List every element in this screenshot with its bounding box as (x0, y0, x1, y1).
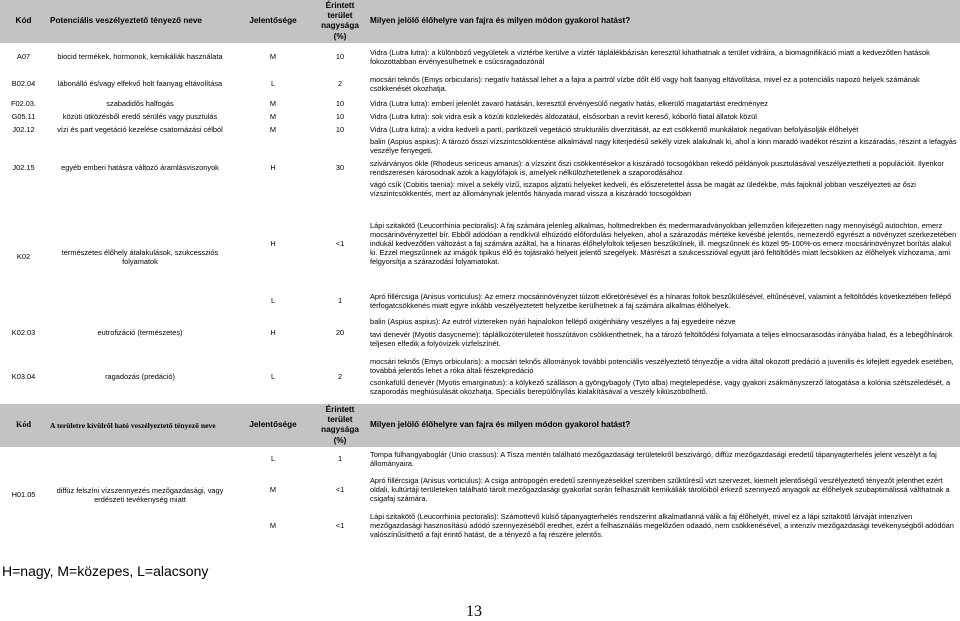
species-impact-text: tavi denevér (Myotis dasycneme): táplálkozóterületeit hosszútávon csökkenthetnek, ha a tározó feltöltődési folyamata a teljes elmocsarasodás irányába halad, és a lebegőhínárok teljesen elfedik a folyóvizek vízfelszínét. (370, 329, 953, 348)
row-description: Vidra (Lutra lutra): a vidra kedveli a partí, partközeli vegetáció strukturális diverzitását, az ezt csökkentő munkálatok negatívan befolyásolják élőhelyét (370, 124, 859, 134)
row-importance: L (270, 79, 276, 89)
row-area: 20 (335, 328, 345, 338)
species-impact-text: balin (Aspius aspius): A tározó ősszi vízszintcsökkentése alkalmával nagy kiterjedésű sekély vizek alakulnak ki, ahol a kinn maradó ivadékot részint a kiszáradás, részint a lefagyás veszélye fenyegeti. (370, 137, 957, 156)
species-impact-text: szivárványos ökle (Rhodeus sericeus amarus): a vízszint őszi csökkentésekor a kiszáradó tocsogókban rekedő példányok pusztulásával veszélyeztetheti a populációit. Ilyenkor rendszeresen károsodnak azok a kagylófajok is, amelyek nélkülözhetetlenek a szaporodásához (370, 158, 944, 177)
row-description: Tompa fülhangyaboglár (Unio crassus): A Tisza mentén található mezőgazdasági területekről beszivárgó, diffúz mezőgazdasági eredetű tápanyagterhelés jelent veszélyt a faj állományaira. (370, 449, 937, 468)
row-code: J02.15 (12, 163, 35, 173)
row-code: H01.05 (11, 490, 36, 500)
row-importance: M (269, 485, 277, 495)
threats-table-external (0, 404, 960, 543)
row-code: K02 (16, 252, 31, 262)
row-importance: M (269, 98, 277, 108)
row-area: 10 (335, 124, 345, 134)
species-impact-text: balin (Aspius aspius): Az eutróf víztereken nyári hajnalokon fellépő oxigénhiány veszélyes a faj egyedeire nézve (370, 317, 736, 327)
row-code: F02.03. (10, 98, 37, 108)
table-row (0, 123, 960, 136)
row-factor: diffúz felszíni vízszennyezés mezőgazdasági, vagy erdészeti tevékenység miatt (56, 485, 224, 504)
header-code: Kód (0, 404, 47, 447)
row-importance: H (270, 328, 276, 338)
row-area: 10 (335, 98, 345, 108)
table-row (0, 200, 960, 288)
header-area: Érintett terület nagysága (%) (313, 0, 367, 43)
row-factor: szabadidős halfogás (106, 98, 174, 108)
row-description: Vidra (Lutra lutra): a különböző vegyületek a víztérbe kerülve a víztér táplálékbázisán keresztül kihathatnak a terület vidráira, a biomagnifikáció miatt a kedvezőtlen hatások fokozottabban érvényesülhetnek e csúcsragadozónál (370, 47, 930, 66)
row-description: mocsári teknős (Emys orbicularis): negatív hatással lehet a a fajra a partról vízbe dőlt élő vagy holt faanyag eltávolítása, mivel ez a potenciális napozó helyek számának csökkenését okozhatja. (370, 74, 920, 93)
row-area: 10 (335, 111, 345, 121)
header-habitat: Milyen jelölő élőhelyre van fajra és milyen módon gyakorol hatást? (367, 404, 960, 447)
row-area: 30 (335, 163, 345, 173)
table-row (0, 136, 960, 200)
row-importance: H (270, 239, 276, 249)
row-area: <1 (335, 485, 345, 495)
table-row (0, 110, 960, 123)
row-factor: biocid termékek, hormonok, kemikáliák használata (57, 52, 223, 62)
row-area: 10 (335, 52, 345, 62)
row-area: 2 (337, 79, 343, 89)
row-factor: lábonálló és/vagy elfekvő holt faanyag eltávolítása (57, 79, 223, 89)
row-importance: M (269, 521, 277, 531)
row-factor: egyéb emberi hatásra változó áramlásviszonyok (61, 163, 219, 173)
row-factor: eutrofizáció (természetes) (97, 328, 183, 338)
row-importance: L (270, 296, 276, 306)
row-code: K02.03 (11, 328, 36, 338)
importance-legend: H=nagy, M=közepes, L=alacsony (2, 563, 209, 579)
row-area: <1 (335, 521, 345, 531)
row-importance: M (269, 124, 277, 134)
table-row (0, 314, 960, 352)
header-code: Kód (0, 0, 47, 43)
species-impact-text: csonkafülű denevér (Myotis emarginatus): a kölykező szálláson a gyöngybagoly (Tyto alba) megtelepedése, vagy gyakori zsákmányszerző látogatása a kolónia szétszéledését, a szaporodás meghiúsulását okozhatja. Speciális berepülőnyílás kialakításával a veszély kiküszöbölhető. (370, 378, 951, 397)
row-importance: M (269, 111, 277, 121)
header-importance: Jelentősége (233, 404, 313, 447)
row-factor: közúti ütközésből eredő sérülés vagy pusztulás (62, 111, 218, 121)
table-header-row (0, 0, 960, 43)
row-description: Vidra (Lutra lutra): emberi jelenlét zavaró hatásán, keresztül érvényesülő negatív hatás, elkerülő magatartást eredményez (370, 98, 768, 108)
row-description: Apró fillércsiga (Anisus vorticulus): Az emerz mocsárinövényzet túlzott előretörésével és a hínaras foltok beszűkülésével, eltűnésével, valamint a feltöltődés következtében fellépő térfogatcsökkenés miatt egyre inkább veszélyeztetett helyzetbe kerülhetnek a faj számára alkalmas élőhelyek. (370, 291, 952, 310)
table-row (0, 352, 960, 402)
row-description (367, 352, 960, 402)
header-factor: A területre kívülről ható veszélyeztető tényező neve (47, 404, 233, 447)
table-header-row (0, 404, 960, 447)
table-row (0, 71, 960, 97)
row-description: Apró fillércsiga (Anisus vorticulus): A csiga antropogén eredetű szennyezésekkel szemben szűktűrésű vizt szervezet, kiemelt jelentőségű veszélyeztető tényezőt jelenthet ezért oldali, kultúrtáji területeken található tárolt mezőgazdasági gyakorlat során felhasznált kemikáliák tárolóiból érkező szennyező anyagok az élőhelyek szubaptimálissá válthatnak a csigafaj számára. (370, 475, 950, 504)
row-factor: vízi és part vegetáció kezelése csatornázási célból (57, 124, 223, 134)
header-factor: Potenciális veszélyeztető tényező neve (47, 0, 233, 43)
row-code: K03.04 (11, 372, 36, 382)
row-area: 2 (337, 372, 343, 382)
row-description: Vidra (Lutra lutra): sok vidra esik a közúti közlekedés áldozatául, elsősorban a revírt kereső, kóborló fiatal állatok közül (370, 111, 757, 121)
page-number: 13 (466, 603, 482, 620)
header-area: Érintett terület nagysága (%) (313, 404, 367, 447)
row-factor: ragadozás (predáció) (105, 372, 175, 382)
row-area: 1 (337, 296, 343, 306)
row-code: B02.04 (11, 79, 36, 89)
row-description: Lápi szitakötő (Leucorrhinia pectoralis): Számottevő külső tápanyagterhelés rendszerint alkalmatlanná válik a faj élőhelyét, mivel ez a lápi szitakötő lárváját intenzíven mezőgazdasági hasznosítású adódó szennyezéséből eredhet, ezért a felhasználás megelőzően odaadó, nem csökkenésével, a intenzív mezőgazdasági tevékenységből adódóan valószínűsíthető a fajt érintő hatást, de a tényező a faj részére jelentős. (370, 511, 954, 540)
table-row (0, 97, 960, 110)
header-importance: Jelentősége (233, 0, 313, 43)
species-impact-text: vágó csík (Cobitis taenia): mivel a sekély vízű, iszapos aljzatú helyeket kedveli, és előszeretettel ássa be magát az üledékbe, más fajoknál jobban veszélyezteti az őszi vízszintcsökkentés, mert az állománynak jelentős hányada marad vissza a kiszáradó tocsogókban (370, 179, 916, 199)
row-code: J02.12 (12, 124, 35, 134)
row-code: A07 (16, 52, 31, 62)
row-description (367, 314, 960, 352)
row-area: <1 (335, 239, 345, 249)
species-impact-text: mocsári teknős (Emys orbicularis): a mocsári teknős állományok további potenciális veszélyeztető tényezője a vidra által okozott predáció a juvenilis és kifejlett egyedek esetében, továbbá jelentős lehet a róka általi fészekpredáció (370, 356, 954, 376)
row-importance: L (270, 372, 276, 382)
row-importance: M (269, 52, 277, 62)
row-area: 1 (337, 454, 343, 464)
header-habitat: Milyen jelölő élőhelyre van fajra és milyen módon gyakorol hatást? (367, 0, 960, 43)
table-row (0, 447, 960, 471)
row-description (367, 136, 960, 200)
row-importance: H (270, 163, 276, 173)
row-importance: L (270, 454, 276, 464)
row-factor: természetes élőhely átalakulások, szukcessziós folyamatok (61, 247, 219, 266)
row-code: G05.11 (11, 111, 36, 121)
table-row (0, 43, 960, 71)
row-description: Lápi szitakötő (Leucorrhinia pectoralis): A faj számára jelenleg alkalmas, holtmedrekben és medermaradványokban jellemzően kifejezetten nagy mennyiségű autochton, emerz mocsárinövényzettel bír. Ebből adódóan a rendkívül elhúzódó előfordulási helyeken, ahol a szárazodás mértéke kevésbé jelentős, nemezerdő egyrészt a növényzet szerkezetében indukál kedvezőtlen változást a faj számára azáltal, ha a hinaras élőhelyfoltok teljesen beszűkülnek, ill. megszűnnek és közel 95-100%-os emerz mocsárinövényzet borítás alakul ki. Ezzel megszűnnek az imágók tipikus élő és tojásrakó helyeit jelentő szegélyek. Másrészt a szukcesszióval együtt járó feltöltődés miatt lecsökken az élőhelyek vízhozama, ami felgyorsítja a szárazodási folyamatokat. (370, 220, 957, 267)
